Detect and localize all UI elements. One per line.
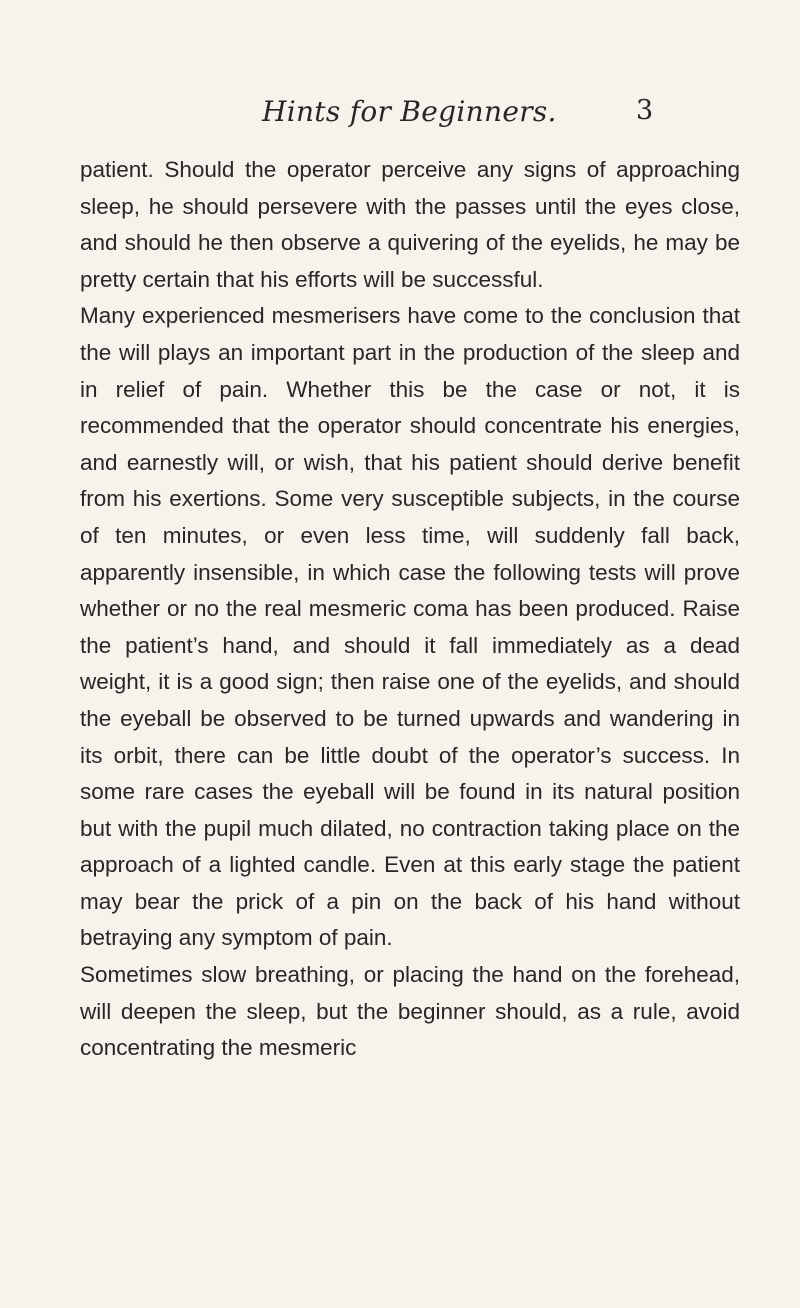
running-head bbox=[0, 95, 800, 135]
paragraph-mesmerisers: Many experienced mesmerisers have come to the conclusion that the will plays an important part in the production of the sleep and in relief of pain. Whether this be the case or not, it is recommended that the operator should concentrate his energies, and earnestly will, or wish, that his patient should derive benefit from his exertions. Some very susceptible subjects, in the course of ten minutes, or even less time, will suddenly fall back, apparently insensible, in which case the following tests will prove whether or no the real mesmeric coma has been produced. Raise the patient’s hand, and should it fall immediately as a dead weight, it is a good sign; then raise one of the eyelids, and should the eyeball be observed to be turned upwards and wandering in its orbit, there can be little doubt of the operator’s success. In some rare cases the eyeball will be found in its natural position but with the pupil much dilated, no contraction taking place on the approach of a lighted candle. Even at this early stage the patient may bear the prick of a pin on the back of his hand without betraying any symptom of pain. bbox=[80, 303, 740, 951]
paragraph-continuation: patient. Should the operator perceive any signs of approaching sleep, he should persevere with the passes until the eyes close, and should he then observe a quivering of the eyelids, he may be pretty certain that his efforts will be successful. bbox=[80, 157, 740, 292]
running-title: Hints for Beginners. bbox=[262, 95, 557, 128]
body-text bbox=[80, 152, 740, 1067]
page-number: 3 bbox=[636, 95, 654, 126]
paragraph-breathing: Sometimes slow breathing, or placing the hand on the forehead, will deepen the sleep, but the beginner should, as a rule, avoid concentrating the mesmeric bbox=[80, 962, 740, 1061]
